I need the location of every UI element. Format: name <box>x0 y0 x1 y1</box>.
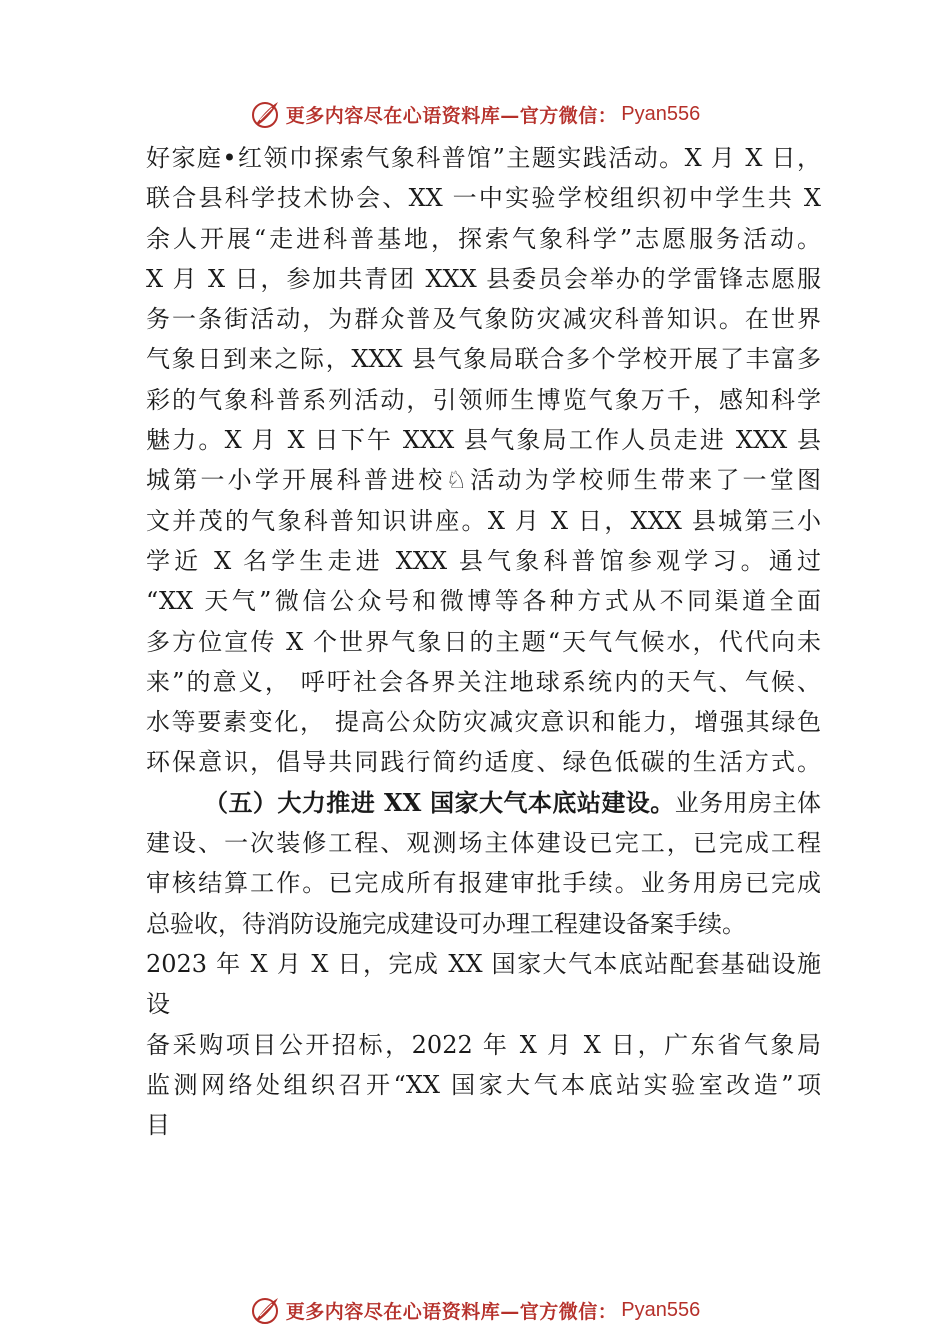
section-line: 目 <box>146 1111 170 1140</box>
body-line: 环保意识，倡导共同践行简约适度、绿色低碳的生活方式。 <box>146 748 821 777</box>
header-banner-text: 更多内容尽在心语资料库—官方微信： <box>285 104 618 127</box>
feather-pen-logo-icon <box>250 1294 282 1326</box>
body-line: 余人开展“走进科普基地，探索气象科学”志愿服务活动。 <box>146 224 821 253</box>
section-line: 审核结算工作。已完成所有报建审批手续。业务用房已完成 <box>146 869 821 898</box>
body-line: 好家庭•红领巾探索气象科普馆”主题实践活动。X 月 X 日， <box>146 144 821 172</box>
section-line: 监测网络处组织召开“XX 国家大气本底站实验室改造”项 <box>146 1070 821 1099</box>
body-line: 水等要素变化， 提高公众防灾减灾意识和能力，增强其绿色 <box>146 708 821 737</box>
body-line: “XX 天气”微信公众号和微博等各种方式从不同渠道全面 <box>146 587 821 616</box>
body-line: 气象日到来之际，XXX 县气象局联合多个学校开展了丰富多 <box>146 345 821 374</box>
footer-banner-text: 更多内容尽在心语资料库—官方微信： <box>285 1300 618 1323</box>
body-line: 文并茂的气象科普知识讲座。X 月 X 日，XXX 县城第三小 <box>146 506 821 535</box>
header-banner-handle: Pyan556 <box>621 102 701 125</box>
body-line: 联合县科学技术协会、XX 一中实验学校组织初中学生共 X <box>146 184 821 213</box>
footer-banner-handle: Pyan556 <box>621 1298 701 1321</box>
section-heading-line <box>146 783 821 823</box>
section-line: 设 <box>146 990 170 1019</box>
header-banner <box>0 94 950 134</box>
body-line: 学近 X 名学生走进 XXX 县气象科普馆参观学习。通过 <box>146 546 821 575</box>
section-line: 2023 年 X 月 X 日，完成 XX 国家大气本底站配套基础设施 <box>146 949 821 978</box>
footer-banner <box>0 1290 950 1330</box>
section-line: 备采购项目公开招标，2022 年 X 月 X 日，广东省气象局 <box>146 1030 821 1059</box>
document-body <box>146 138 821 1145</box>
body-line: 魅力。X 月 X 日下午 XXX 县气象局工作人员走进 XXX 县 <box>146 426 821 455</box>
section-heading-rest: 业务用房主体 <box>674 788 821 817</box>
body-line: X 月 X 日，参加共青团 XXX 县委员会举办的学雷锋志愿服 <box>146 264 821 293</box>
body-line: 彩的气象科普系列活动，引领师生博览气象万千，感知科学 <box>146 385 821 414</box>
body-line: 务一条街活动，为群众普及气象防灾减灾科普知识。在世界 <box>146 305 821 334</box>
section-line: 总验收，待消防设施完成建设可办理工程建设备案手续。 <box>146 909 746 938</box>
section-line: 建设、一次装修工程、观测场主体建设已完工，已完成工程 <box>146 829 821 858</box>
section-heading: （五）大力推进 XX 国家大气本底站建设。 <box>204 787 675 817</box>
feather-pen-logo-icon <box>250 98 282 130</box>
body-line: 多方位宣传 X 个世界气象日的主题“天气气候水，代代向未 <box>146 627 821 656</box>
body-line: 城第一小学开展科普进校♘活动为学校师生带来了一堂图 <box>146 466 821 495</box>
body-line: 来”的意义， 呼吁社会各界关注地球系统内的天气、气候、 <box>146 667 821 696</box>
